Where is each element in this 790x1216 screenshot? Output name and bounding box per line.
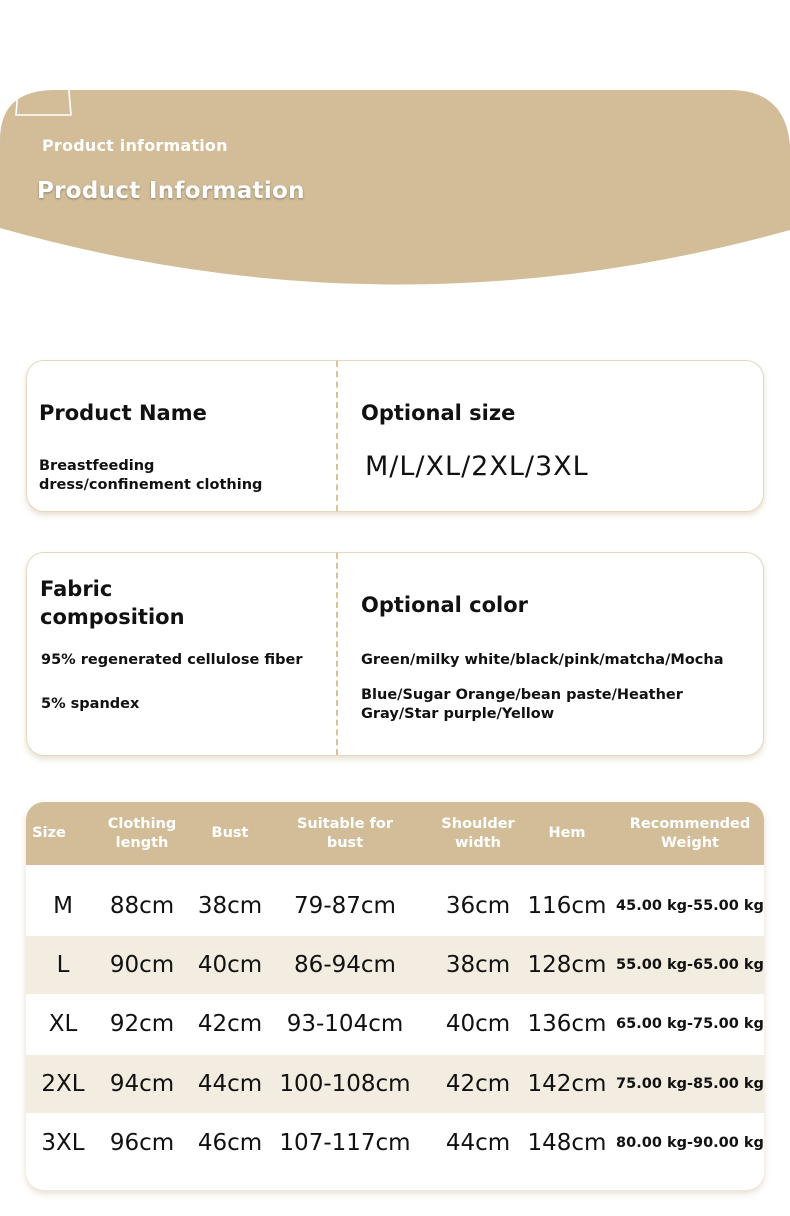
header-shoulder-width-line: width [454,834,501,851]
color-value-line2 [361,686,683,724]
product-name-value [39,457,262,495]
header-clothing-length-line: length [115,834,169,851]
product-name-value-line2: dress/confinement clothing [39,476,263,493]
cell-suitable-for-bust: 79-87cm [294,893,396,919]
optional-size-label: Optional size [361,401,516,425]
header-shoulder-width [432,802,524,865]
header-size [26,802,72,865]
cell-bust: 44cm [197,1071,263,1097]
header-recommended-weight-line: Weight [661,834,719,851]
header-recommended-weight [616,802,764,865]
cell-hem: 116cm [527,893,607,919]
fabric-label-line2: composition [40,605,185,630]
cell-size: L [56,952,70,978]
product-name-value-line1: Breastfeeding [39,458,155,474]
card-divider [336,361,338,511]
size-table [26,802,764,1190]
header-size-line: Size [32,825,66,842]
cell-clothing-length: 92cm [109,1011,175,1037]
header-recommended-weight-line: Recommended [629,816,751,833]
optional-size-value: M/L/XL/2XL/3XL [365,451,589,482]
header-suitable-for-bust-line: Suitable for [296,816,394,833]
cell-recommended-weight: 45.00 kg-55.00 kg [616,898,764,914]
header-hem [526,802,608,865]
cell-hem: 128cm [527,952,607,978]
header-suitable-for-bust [280,802,410,865]
header-clothing-length-line: Clothing [107,816,177,833]
header-suitable-for-bust-line: bust [326,834,364,851]
cell-suitable-for-bust: 93-104cm [286,1011,404,1037]
cell-suitable-for-bust: 107-117cm [279,1130,411,1156]
product-name-label: Product Name [39,401,207,425]
cell-size: 3XL [41,1130,85,1156]
cell-clothing-length: 94cm [109,1071,175,1097]
card-divider [336,553,338,755]
fabric-label-line1: Fabric [40,577,113,601]
color-value-line1: Green/milky white/black/pink/matcha/Mocha [361,652,724,668]
cell-recommended-weight: 55.00 kg-65.00 kg [616,957,764,973]
cell-recommended-weight: 80.00 kg-90.00 kg [616,1135,764,1151]
table-row [26,1055,764,1113]
cell-shoulder-width: 36cm [445,893,511,919]
cell-recommended-weight: 75.00 kg-85.00 kg [616,1076,764,1092]
color-value-line2b: Gray/Star purple/Yellow [361,705,555,722]
table-row [26,1114,764,1172]
fabric-color-card [26,552,764,756]
table-row [26,877,764,935]
cell-bust: 46cm [197,1130,263,1156]
cell-shoulder-width: 38cm [445,952,511,978]
header-bust [192,802,268,865]
cell-recommended-weight: 65.00 kg-75.00 kg [616,1016,764,1032]
header-bust-line: Bust [211,825,249,842]
cell-shoulder-width: 44cm [445,1130,511,1156]
cell-bust: 40cm [197,952,263,978]
cell-clothing-length: 88cm [109,893,175,919]
cell-hem: 136cm [527,1011,607,1037]
fabric-value-cellulose: 95% regenerated cellulose fiber [41,652,303,668]
cell-bust: 42cm [197,1011,263,1037]
cell-shoulder-width: 42cm [445,1071,511,1097]
banner-subtitle: Product information [42,136,228,155]
cell-clothing-length: 90cm [109,952,175,978]
cell-size: XL [48,1011,78,1037]
fabric-composition-label [40,575,185,632]
cell-clothing-length: 96cm [109,1130,175,1156]
header-hem-line: Hem [548,825,586,842]
cell-suitable-for-bust: 86-94cm [294,952,396,978]
cell-bust: 38cm [197,893,263,919]
fabric-value-spandex: 5% spandex [41,696,140,712]
cell-hem: 142cm [527,1071,607,1097]
header-banner [0,0,790,300]
cell-size: M [53,893,73,919]
color-value-line2a: Blue/Sugar Orange/bean paste/Heather [361,687,683,703]
optional-color-label: Optional color [361,593,529,617]
header-clothing-length [98,802,186,865]
header-shoulder-width-line: Shoulder [441,816,515,833]
cell-suitable-for-bust: 100-108cm [279,1071,411,1097]
table-row [26,936,764,994]
banner-title: Product Information [37,178,305,204]
dress-outline-icon [0,0,86,120]
table-row [26,995,764,1053]
product-name-size-card [26,360,764,512]
cell-shoulder-width: 40cm [445,1011,511,1037]
size-table-header [26,802,764,865]
cell-size: 2XL [41,1071,85,1097]
cell-hem: 148cm [527,1130,607,1156]
